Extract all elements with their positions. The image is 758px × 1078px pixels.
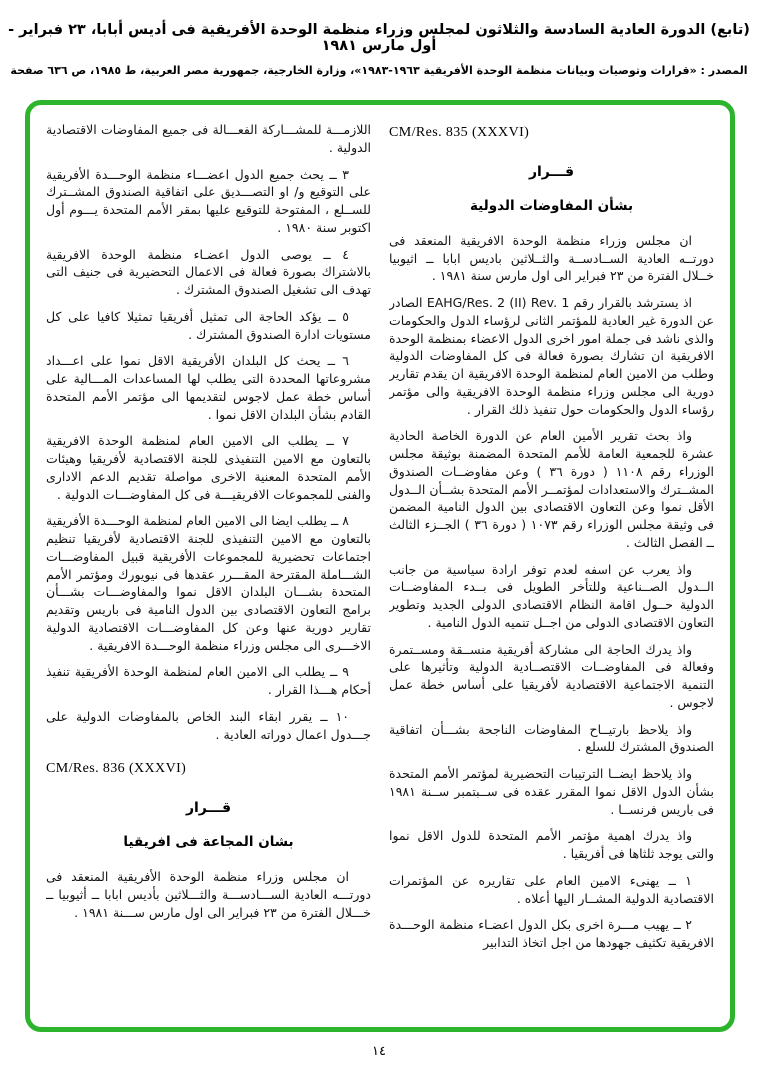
page-number: ١٤ bbox=[372, 1044, 386, 1059]
paragraph: ٥ ــ يؤكد الحاجة الى تمثيل أفريقيا تمثيلا كافيا على كل مستويات ادارة الصندوق المشترك . bbox=[46, 308, 371, 342]
resolution-835-id: CM/Res. 835 (XXXVI) bbox=[389, 125, 530, 140]
paragraph: ٣ ــ يحث جميع الدول اعضـــاء منظمة الوحـــدة الأفريقية على التوقيع و/ او التصـــديق على اتفاقية الصندوق المشــترك للســلع ، المفتوحة للتوقيع عليها بمقر الأمم المتحدة يـــوم أول اكتوبر سنة ١٩٨٠ . bbox=[46, 166, 371, 235]
column-left-continuation bbox=[46, 121, 371, 1017]
paragraph: ٧ ــ يطلب الى الامين العام لمنظمة الوحدة الافريقية بالتعاون مع الامين التنفيذى للجنة الاقتصادية لأفريقيا وهيئات الأمم المتحدة المعنية الاخرى مواصلة تقديم الدعم الادارى والفنى للمجموعات الافريقيـــة فى كل المفاوضـــات الدولية . bbox=[46, 433, 371, 502]
paragraph: ٤ ــ يوصى الدول اعضـاء منظمة الوحدة الافريقية بالاشتراك بصورة فعالة فى الاعمال التحضيرية فى جنيف التى تهدف الى تشغيل الصندوق المشترك . bbox=[46, 246, 371, 297]
paragraph: ٨ ــ يطلب ايضا الى الامين العام لمنظمة الوحـــدة الأفريقية بالتعاون مع الامين التنفيذى للجنة الاقتصادية لأفريقيا تنظيم اجتماعات تحضيرية للمجموعات الأفريقية قبيل المفاوضـــات الشـــاملة المقترحة المقـــرر عقدها فى نيويورك ومؤتمر الأمم المتحدة بشـــان البلدان الاقل نموا والمفاوضـــات بشـــأن برامج التعاون الاقتصادى بين الدول النامية فى باريس وتقديم تقارير دورية عنها وعن كل المفاوضـــات الاقتصادية الدولية الاخـــرى الى مجلس وزراء منظمة الوحـــدة الافريقية . bbox=[46, 513, 371, 653]
header-source-line: المصدر : «قرارات وتوصيات وبيانات منظمة الوحدة الأفريقية ١٩٦٣-١٩٨٣»، وزارة الخارجية، جمهورية مصر العربية، ط ١٩٨٥، ص ٦٣٦ صفحة bbox=[10, 64, 748, 77]
paragraph: واذ يعرب عن اسفه لعدم توفر ارادة سياسية من جانب الــدول الصــناعية وللتأخر الطويل فى بــدء المفاوضــات الدولية حــول اقامة النظام الاقتصادى الدولى الجديد وتطوير التعاون الاقتصادى الدولى من اجــل تنميه الدول النامية . bbox=[389, 561, 714, 630]
column-right-resolution-835 bbox=[389, 121, 714, 1017]
paragraph: اللازمـــة للمشـــاركة الفعـــالة فى جميع المفاوضات الاقتصادية الدولية . bbox=[46, 122, 371, 155]
paragraph: واذ يلاحظ بارتيــاح المفاوضات الناجحة بشـــأن اتفاقية الصندوق المشترك للسلع . bbox=[389, 721, 714, 755]
resolution-835-subtitle: بشأن المفاوضات الدولية bbox=[469, 197, 634, 214]
resolution-836-subtitle: بشان المجاعة فى افريقيا bbox=[123, 834, 294, 850]
paragraph: ٢ ــ يهيب مـــرة اخرى بكل الدول اعضـاء منظمة الوحـــدة الافريقية تكثيف جهودها من اجل اتخاذ التدابير bbox=[389, 917, 714, 951]
paragraph: ٦ ــ يحث كل البلدان الأفريقية الاقل نموا على اعـــداد مشروعاتها المحددة التى يطلب لها المساعدات المـــالية على أساس خطة عمل لاجوس لتقديمها الى مؤتمر الأمم المتحدة القادم بشأن البلدان الاقل نموا . bbox=[46, 353, 371, 422]
page-header bbox=[0, 22, 758, 77]
two-column-layout bbox=[46, 121, 714, 1017]
paragraph: واذ بحث تقرير الأمين العام عن الدورة الخاصة الحادية عشرة للجمعية العامة للأمم المتحدة المضمنة بوثيقة مجلس الوزراء رقم ١١٠٨ ( دورة ٣٦ ) وعن مفاوضــات الصندوق المشــترك والاستعدادات لمؤتمــر الأمم المتحدة بشــأن الــدول الأقل نموا وعن التعاون الاقتصادى بين الدول النامية المضمن فى وثيقة مجلس الوزراء رقم ١٠٧٣ ( دورة ٣٦ ) الجــزء الثالث ــ الفصل الثالث . bbox=[389, 428, 714, 550]
paragraph: اذ يسترشد بالقرار رقم EAHG/Res. 2 (II) Rev. 1 الصادر عن الدورة غير العادية للمؤتمر الثانى لرؤساء الدول والحكومات والذى ناشد فى جملة امور اخرى الدول الاعضاء بمنظمة الوحدة الافريقية ان تشارك بصورة فعالة فى كل المفاوضات الدولية وطلب من الامين العام لمنظمة الوحدة الافريقية ان يقدم تقارير دورية الى مجلس وزراء منظمة الوحدة الافريقية والى مؤتمر رؤساء الدول والحكومات حول تنفيذ ذلك القرار . bbox=[389, 295, 714, 417]
paragraph: واذ يدرك الحاجة الى مشاركة أفريقية منســقة ومســتمرة وفعالة فى المفاوضــات الاقتصــادية الدولية وتأثيرها على التنمية الاجتماعية الاقتصادية لأفريقيا على أساس خطة عمل لاجوس . bbox=[389, 641, 714, 710]
resolution-835-title: قـــرار bbox=[528, 163, 575, 180]
resolution-836-id: CM/Res. 836 (XXXVI) bbox=[46, 761, 187, 777]
paragraph: ٩ ــ يطلب الى الامين العام لمنظمة الوحدة الأفريقية تنفيذ أحكام هـــذا القرار . bbox=[46, 664, 371, 697]
paragraph: ١ ــ يهنىء الامين العام على تقاريره عن المؤتمرات الاقتصادية الدولية المشــار اليها أعلاه . bbox=[389, 872, 714, 906]
paragraph: ١٠ ــ يقرر ابقاء البند الخاص بالمفاوضات الدولية على جـــدول اعمال دوراته العادية . bbox=[46, 708, 371, 742]
paragraph: ان مجلس وزراء منظمة الوحدة الأفريقية المنعقد فى دورتـــه العادية الســـادســـة والثـــلاثين بأديس ابابا ــ أثيوبيا ــ خـــلال الفترة من ٢٣ فبراير الى اول مارس ســـنة ١٩٨١ . bbox=[46, 869, 371, 920]
paragraph: واذ يلاحظ ايضــا الترتيبات التحضيرية لمؤتمر الأمم المتحدة بشأن الدول الاقل نموا المقرر عقده فى ســبتمبر ســنة ١٩٨١ فى باريس فرنســا . bbox=[389, 766, 714, 817]
content-frame bbox=[25, 100, 735, 1032]
header-session-line: (تابع) الدورة العادية السادسة والثلاثون لمجلس وزراء منظمة الوحدة الأفريقية فى أديس أبابا، ٢٣ فبراير - أول مارس ١٩٨١ bbox=[8, 22, 750, 54]
resolution-836-title: قـــرار bbox=[185, 800, 232, 817]
paragraph: ان مجلس وزراء منظمة الوحدة الافريقية المنعقد فى دورتــه العادية الســادســة والثــلاثين باديس ابابا ــ اثيوبيا خــلال الفترة من ٢٣ فبراير الى اول مارس سنة ١٩٨١ . bbox=[389, 232, 714, 284]
paragraph: واذ يدرك اهمية مؤتمر الأمم المتحدة للدول الاقل نموا والتى يوجد ثلثاها فى أفريقيا . bbox=[389, 828, 714, 862]
